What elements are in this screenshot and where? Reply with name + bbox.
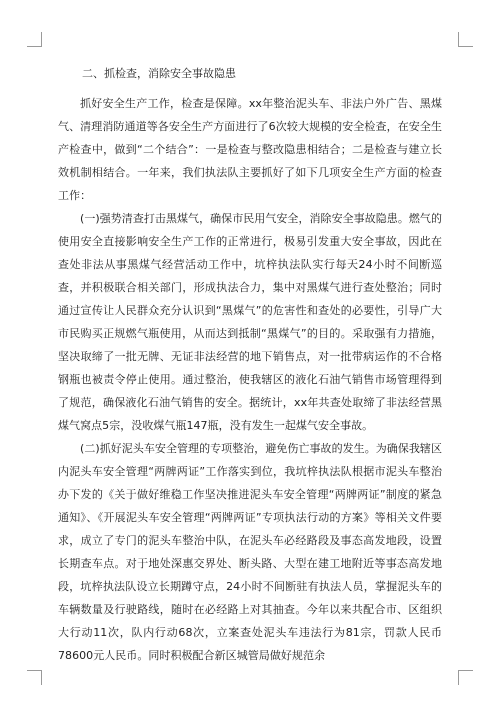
- section-heading: 二、抓检查，消除安全事故隐患: [82, 67, 236, 80]
- crop-mark-top-left: [27, 32, 42, 47]
- paragraph-gas-inspection: (一)强势清查打击黑煤气，确保市民用气安全，消除安全事故隐患。燃气的使用安全直接影响安全生产工作的正常进行，极易引发重大安全事故，因此在查处非法从事黑煤气经营活动工作中，坑梓执法队实行每天24小时不间断巡查，并积极联合相关部门，形成执法合力，集中对黑煤气进行查处整治；同时通过宣传让人民群众充分认识到“黑煤气”的危害性和查处的必要性，引导广大市民购买正规燃气瓶使用，从而达到抵制“黑煤气”的目的。采取强有力措施，坚决取缔了一批无牌、无证非法经营的地下销售点，对一批带病运作的不合格钢瓶也被责令停止使用。通过整治，使我辖区的液化石油气销售市场管理得到了规范，确保液化石油气销售的安全。据统计，xx年共查处取缔了非法经营黑煤气窝点5宗，没收煤气瓶147瓶，没有发生一起煤气安全事故。: [58, 212, 442, 432]
- crop-mark-top-right: [458, 32, 473, 47]
- paragraph-intro: 抓好安全生产工作，检查是保障。xx年整治泥头车、非法户外广告、黑煤气、清理消防通道等各安全生产方面进行了6次较大规模的安全检查，在安全生产检查中，做到“二个结合”：一是检查与整改隐患相结合；二是检查与建立长效机制相结合。一年来，我们执法队主要抓好了如下几项安全生产方面的检查工作：: [58, 97, 442, 202]
- crop-mark-bottom-right: [458, 670, 473, 685]
- paragraph-truck-safety: (二)抓好泥头车安全管理的专项整治，避免伤亡事故的发生。为确保我辖区内泥头车安全管理“两牌两证”工作落实到位，我坑梓执法队根据市泥头车整治办下发的《关于做好维稳工作坚决推进泥头车安全管理“两牌两证”制度的紧急通知》、《开展泥头车安全管理“两牌两证”专项执法行动的方案》等相关文件要求，成立了专门的泥头车整治中队，在泥头车必经路段及事态高发地段，设置长期查车点。对于地处深惠交界处、断头路、大型在建工地附近等事态高发地段，坑梓执法队设立长期蹲守点，24小时不间断驻有执法人员，掌握泥头车的车辆数量及行驶路线，随时在必经路上对其抽查。今年以来共配合市、区组织大行动11次，队内行动68次，立案查处泥头车违法行为81宗，罚款人民币78600元人民币。同时积极配合新区城管局做好规范余: [58, 442, 442, 662]
- crop-mark-bottom-left: [27, 670, 42, 685]
- document-body: [58, 62, 442, 667]
